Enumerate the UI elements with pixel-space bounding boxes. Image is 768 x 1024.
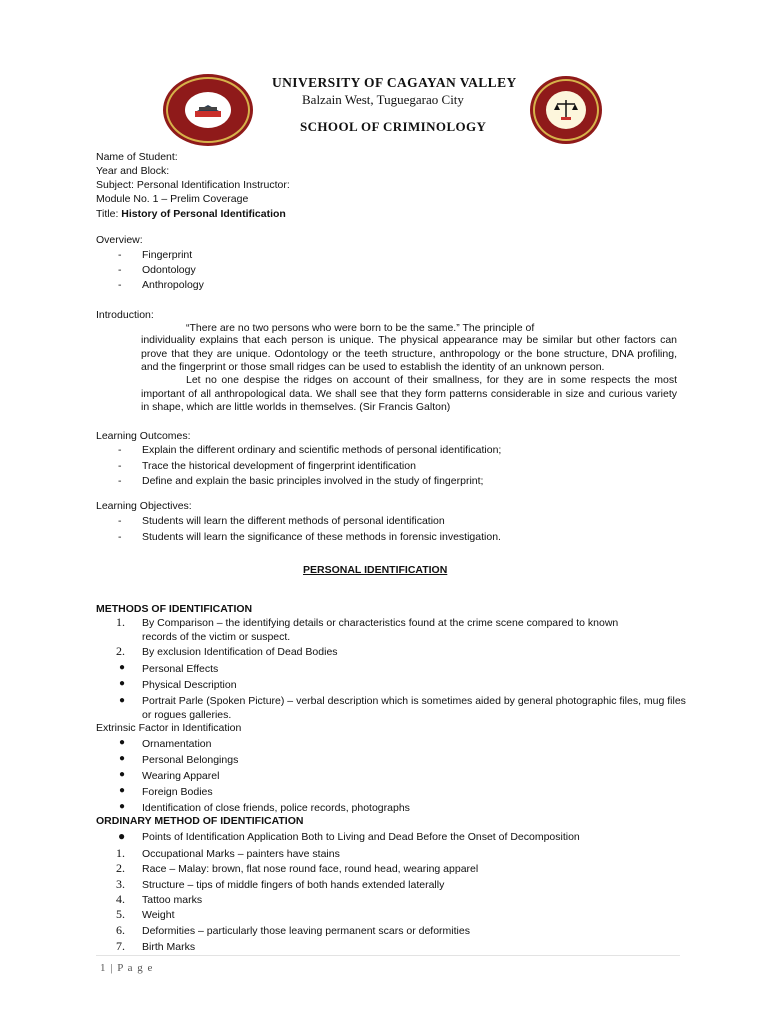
portrait-parle-cont: or rogues galleries. [142,709,232,721]
list-number: 1. [116,846,125,860]
list-number: 3. [116,877,125,891]
introduction-quote: “There are no two persons who were born to be the same.” The principle of [186,322,535,334]
dash-marker: - [118,515,122,527]
ordinary-bullet: Points of Identification Application Both to Living and Dead Before the Onset of Decomposition [142,831,580,843]
ordinary-item: Deformities – particularly those leaving permanent scars or deformities [142,925,470,937]
ordinary-item: Occupational Marks – painters have stains [142,848,340,860]
list-number: 2. [116,861,125,875]
module-label: Module No. 1 – Prelim Coverage [96,193,249,205]
method-item-exclusion: By exclusion Identification of Dead Bodies [142,646,338,658]
subject-label: Subject: Personal Identification Instructor: [96,179,290,191]
criminology-seal-right [530,76,602,144]
bullet-marker: ● [119,678,126,689]
extrinsic-item: Personal Belongings [142,754,239,766]
method-bullet: Physical Description [142,679,237,691]
objectives-heading: Learning Objectives: [96,500,192,512]
bullet-marker: ● [118,829,126,843]
extrinsic-item: Identification of close friends, police records, photographs [142,802,410,814]
university-seal-left [163,74,253,146]
ordinary-item: Tattoo marks [142,894,203,906]
list-number: 7. [116,939,125,953]
outcome-item: Trace the historical development of fingerprint identification [142,460,416,472]
bullet-marker: ● [119,662,126,673]
bullet-marker: ● [119,753,126,764]
introduction-paragraph-2: Let no one despise the ridges on account of their smallness, for they are in some respects the most important of all anthropological data. We shall see that they form patterns considerable in size and curious variety in shape, which are little worlds in themselves. (Sir Francis Galton) [141,374,677,413]
ordinary-item: Structure – tips of middle fingers of both hands extended laterally [142,879,445,891]
list-number: 1. [116,615,125,629]
university-address: Balzain West, Tuguegarao City [302,92,464,107]
dash-marker: - [118,531,122,543]
overview-item: Odontology [142,264,196,276]
dash-marker: - [118,279,122,291]
method-bullet: Personal Effects [142,663,219,675]
overview-item: Anthropology [142,279,204,291]
overview-item: Fingerprint [142,249,193,261]
method-item-comparison: By Comparison – the identifying details or characteristics found at the crime scene compared to known [142,617,619,629]
objective-item: Students will learn the significance of these methods in forensic investigation. [142,531,501,543]
title-line [96,207,286,221]
list-number: 4. [116,892,125,906]
dash-marker: - [118,444,122,456]
methods-heading: METHODS OF IDENTIFICATION [96,603,253,615]
introduction-heading: Introduction: [96,309,154,321]
dash-marker: - [118,264,122,276]
list-number: 5. [116,907,125,921]
dash-marker: - [118,249,122,261]
extrinsic-item: Wearing Apparel [142,770,220,782]
book-emblem-icon [193,99,223,121]
year-block-label: Year and Block: [96,165,170,177]
outcome-item: Explain the different ordinary and scientific methods of personal identification; [142,444,502,456]
scales-emblem-icon [552,97,580,123]
ordinary-heading: ORDINARY METHOD OF IDENTIFICATION [96,815,304,827]
title-value: History of Personal Identification [121,208,286,220]
ordinary-item: Weight [142,909,175,921]
bullet-marker: ● [119,769,126,780]
section-title: PERSONAL IDENTIFICATION [303,564,448,576]
overview-heading: Overview: [96,234,143,246]
footer-rule [96,955,680,956]
extrinsic-item: Ornamentation [142,738,212,750]
list-number: 6. [116,923,125,937]
bullet-marker: ● [119,737,126,748]
school-name: SCHOOL OF CRIMINOLOGY [300,119,487,134]
method-item-comparison-cont: records of the victim or suspect. [142,631,291,643]
ordinary-item: Birth Marks [142,941,196,953]
student-name-label: Name of Student: [96,151,178,163]
objective-item: Students will learn the different methods of personal identification [142,515,445,527]
bullet-marker: ● [119,695,126,706]
page-number: 1 | P a g e [100,962,154,974]
portrait-parle: Portrait Parle (Spoken Picture) – verbal description which is sometimes aided by general photographic files, mug files [142,695,686,707]
bullet-marker: ● [119,801,126,812]
extrinsic-item: Foreign Bodies [142,786,213,798]
outcomes-heading: Learning Outcomes: [96,430,191,442]
bullet-marker: ● [119,785,126,796]
dash-marker: - [118,475,122,487]
outcome-item: Define and explain the basic principles involved in the study of fingerprint; [142,475,484,487]
university-name: UNIVERSITY OF CAGAYAN VALLEY [272,75,517,90]
list-number: 2. [116,644,125,658]
extrinsic-heading: Extrinsic Factor in Identification [96,722,242,734]
introduction-paragraph-1: individuality explains that each person is unique. The physical appearance may be similar but other factors can prove that they are unique. Odontology or the teeth structure, anthropology or the bone structure, DNA profiling, and the fingerprint or those small ridges can be used to establish the identity of an unknown person. [141,334,677,373]
dash-marker: - [118,460,122,472]
ordinary-item: Race – Malay: brown, flat nose round face, round head, wearing apparel [142,863,479,875]
title-label: Title: [96,208,119,220]
